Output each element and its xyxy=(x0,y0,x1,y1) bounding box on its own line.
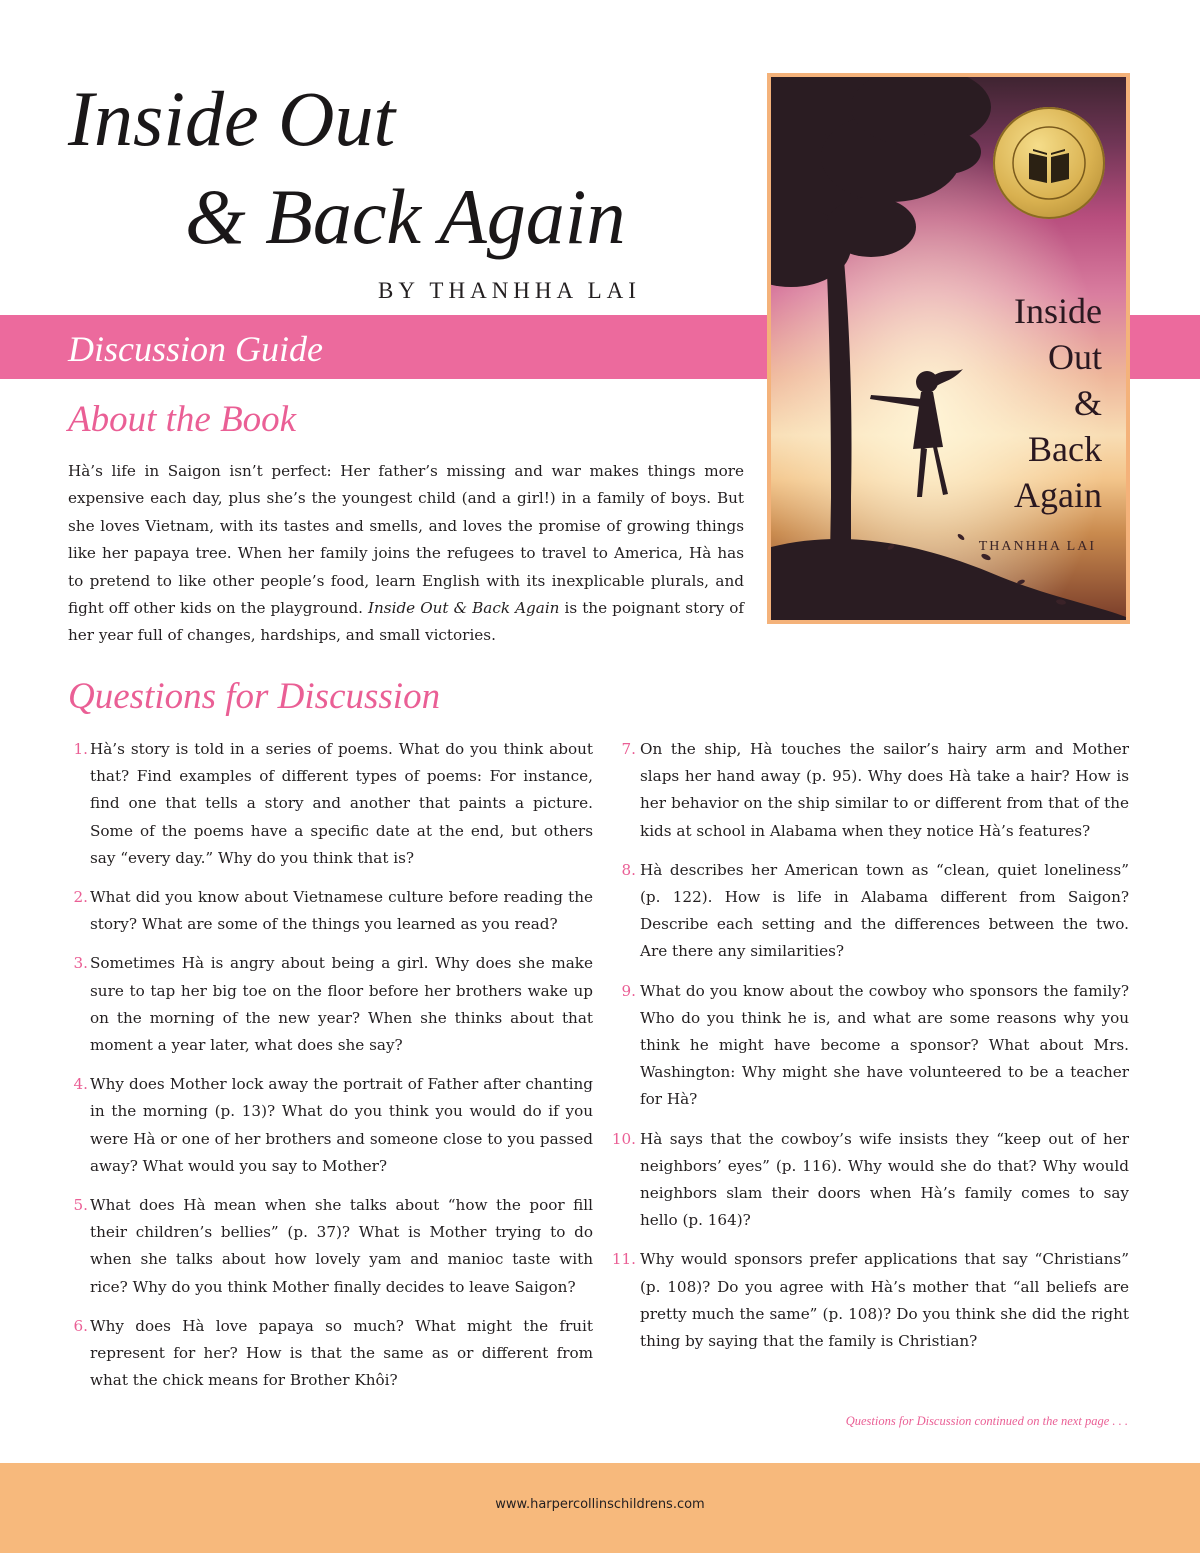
question-text: Hà says that the cowboy’s wife insists they “keep out of her neighbors’ eyes” (p. 116). Why would she do that? Why would neighbors slam their doors when Hà’s family comes to say hello (p. 164)? xyxy=(640,1129,1129,1230)
question-item xyxy=(604,1126,1129,1235)
question-number: 5 . xyxy=(68,1192,88,1219)
about-text-part: Hà’s life in Saigon isn’t perfect: Her father’s missing and war makes things more expensive each day, plus she’s the youngest child (and a girl!) in a family of boys. But she loves Vietnam, with its tastes and smells, and loves the promise of growing things like her papaya tree. When her family joins the refugees to travel to America, Hà has to pretend to like other people’s food, learn English with its inexplicable plurals, and fight off other kids on the playground. xyxy=(68,462,744,618)
about-the-book-text xyxy=(68,458,744,650)
question-number: 6 . xyxy=(68,1313,88,1340)
question-item xyxy=(68,736,593,872)
cover-title-line: & xyxy=(1073,383,1102,423)
about-text-part: is the poignant story of her year full of changes, hardships, and small victories. xyxy=(68,599,744,645)
question-text: What do you know about the cowboy who sponsors the family? Who do you think he is, and what are some reasons why you think he might have become a sponsor? What about Mrs. Washington: Why might she have volunteered to be a teacher for Hà? xyxy=(640,981,1129,1109)
question-item xyxy=(604,857,1129,966)
continued-note: Questions for Discussion continued on the next page . . . xyxy=(845,1414,1128,1428)
question-text: Why would sponsors prefer applications that say “Christians” (p. 108)? Do you agree with Hà’s mother that “all beliefs are pretty much the same” (p. 108)? Do you think she did the right thing by saying that the family is Christian? xyxy=(640,1250,1129,1351)
cover-title-line: Again xyxy=(1014,475,1102,515)
question-item xyxy=(604,736,1129,845)
question-number: 4 . xyxy=(68,1071,88,1098)
question-item xyxy=(68,884,593,938)
question-text: Hà’s story is told in a series of poems. What do you think about that? Find examples of different types of poems: For instance, find one that tells a story and another that paints a picture. Some of the poems have a specific date at the end, but others say “every day.” Why do you think that is? xyxy=(90,740,593,867)
question-text: Sometimes Hà is angry about being a girl. Why does she make sure to tap her big toe on the floor before her brothers wake up on the morning of the new year? When she thinks about that moment a year later, what does she say? xyxy=(90,954,593,1055)
about-the-book-heading: About the Book xyxy=(68,399,297,440)
question-number: 3 . xyxy=(68,950,88,977)
discussion-guide-label: Discussion Guide xyxy=(68,329,323,369)
question-number: 8 . xyxy=(604,857,636,884)
questions-column-left xyxy=(68,736,593,1406)
question-item xyxy=(68,1192,593,1301)
question-item xyxy=(604,1246,1129,1355)
cover-title-line: Back xyxy=(1028,429,1102,469)
author-byline: BY THANHHA LAI xyxy=(378,278,641,303)
question-number: 7 . xyxy=(604,736,636,763)
question-number: 10 . xyxy=(604,1126,636,1153)
question-text: Why does Mother lock away the portrait of Father after chanting in the morning (p. 13)? What do you think you would do if you were Hà or one of her brothers and someone close to you passed away? What would you say to Mother? xyxy=(90,1075,593,1175)
question-text: What does Hà mean when she talks about “how the poor fill their children’s bellies” (p. 37)? What is Mother trying to do when she talks about how lovely yam and manioc taste with rice? Why do you think Mother finally decides to leave Saigon? xyxy=(90,1196,593,1296)
question-text: Why does Hà love papaya so much? What might the fruit represent for her? How is that the same as or different from what the chick means for Brother Khôi? xyxy=(90,1316,593,1390)
question-item xyxy=(68,1313,593,1395)
book-cover-image xyxy=(767,73,1130,624)
national-book-award-seal xyxy=(993,107,1105,219)
cover-title-line: Out xyxy=(1048,337,1102,377)
cover-author: THANHHA LAI xyxy=(978,539,1096,554)
question-item xyxy=(604,978,1129,1114)
title-line-2: & Back Again xyxy=(185,173,626,260)
book-title-inline: Inside Out & Back Again xyxy=(368,599,560,618)
publisher-url-link[interactable]: www.harpercollinschildrens.com xyxy=(495,1497,705,1512)
questions-column-right xyxy=(604,736,1129,1367)
question-text: Hà describes her American town as “clean, quiet loneliness” (p. 122). How is life in Alabama different from Saigon? Describe each setting and the differences between the two. Are there any similarities? xyxy=(640,860,1129,961)
question-number: 9 . xyxy=(604,978,636,1005)
question-text: What did you know about Vietnamese culture before reading the story? What are some of the things you learned as you read? xyxy=(90,888,593,934)
questions-heading: Questions for Discussion xyxy=(68,676,441,717)
question-number: 1 . xyxy=(68,736,88,763)
cover-title-line: Inside xyxy=(1014,291,1102,331)
title-line-1: Inside Out xyxy=(68,75,396,162)
question-text: On the ship, Hà touches the sailor’s hairy arm and Mother slaps her hand away (p. 95). Why does Hà take a hair? How is her behavior on the ship similar to or different from that of the kids at school in Alabama when they notice Hà’s features? xyxy=(640,740,1129,840)
book-award-icon xyxy=(993,107,1105,219)
question-number: 2 . xyxy=(68,884,88,911)
question-item xyxy=(68,1071,593,1180)
question-number: 11 . xyxy=(604,1246,636,1273)
question-item xyxy=(68,950,593,1059)
